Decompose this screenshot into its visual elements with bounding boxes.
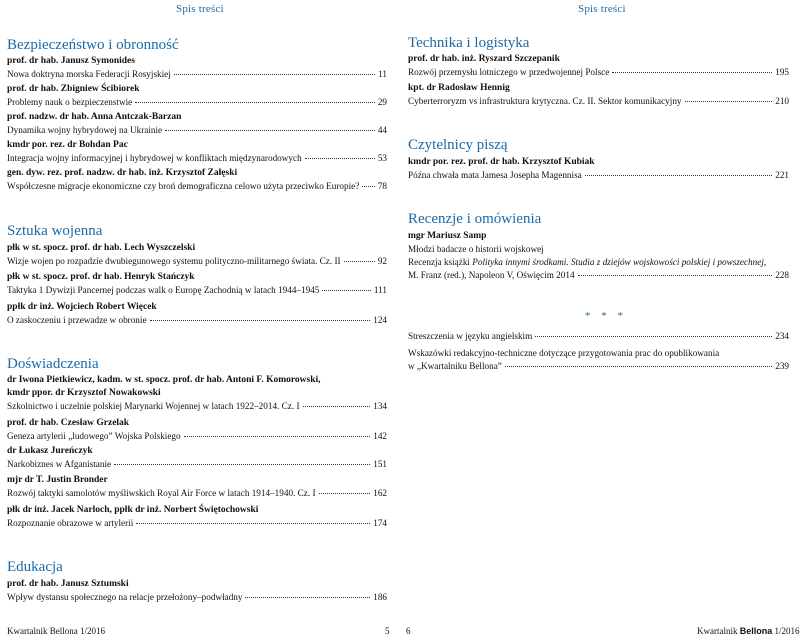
toc-entry[interactable] [7, 417, 387, 443]
entry-author: prof. nadzw. dr hab. Anna Antczak-Barzan [7, 112, 182, 122]
page-number: 6 [406, 626, 411, 636]
entry-title: Integracja wojny informacyjnej i hybrydowej w konfliktach międzynarodowych [7, 153, 302, 163]
entry-title: Późna chwała mata Jamesa Josepha Magennisa [408, 170, 582, 180]
entry-page: 186 [373, 592, 387, 602]
entry-author-second-line: kmdr ppor. dr Krzysztof Nowakowski [7, 388, 161, 398]
entry-author: kmdr por. rez. dr Bohdan Pac [7, 140, 128, 150]
entry-row [7, 487, 387, 500]
entry-page: 92 [377, 256, 387, 266]
entry-author: dr Łukasz Jureńczyk [7, 446, 93, 456]
entry-author: mgr Mariusz Samp [408, 231, 487, 241]
toc-entry[interactable] [7, 445, 387, 471]
toc-entry[interactable] [7, 111, 387, 137]
footer-suffix: 1/2016 [772, 626, 800, 636]
section-title-doswiadczenia: Doświadczenia [7, 356, 99, 372]
entry-title: Rozpoznanie obrazowe w artylerii [7, 518, 134, 528]
entry-title: Cyberterroryzm vs infrastruktura krytyczna. Cz. II. Sektor komunikacyjny [408, 96, 682, 106]
entry-author: prof. dr hab. inż. Ryszard Szczepanik [408, 54, 560, 64]
toc-entry[interactable] [408, 53, 789, 79]
footer-journal: Kwartalnik Bellona 1/2016 [7, 626, 105, 636]
entry-title: Taktyka 1 Dywizji Pancernej podczas walk o Europę Zachodnią w latach 1944–1945 [7, 285, 320, 295]
review-book-line [408, 256, 789, 269]
entry-page: 11 [378, 69, 387, 79]
entry-title: w „Kwartalniku Bellona” [408, 361, 502, 371]
toc-entry[interactable] [408, 330, 789, 343]
entry-title: M. Franz (red.), Napoleon V, Oświęcim 2014 [408, 270, 575, 280]
entry-row [7, 180, 387, 193]
entry-author: prof. dr hab. Czesław Grzelak [7, 418, 130, 428]
toc-entry[interactable] [7, 55, 387, 81]
entry-page: 221 [775, 170, 789, 180]
footer-brand: Bellona [739, 626, 773, 636]
running-head: Spis treści [176, 3, 224, 15]
entry-page: 151 [373, 459, 387, 469]
entry-row [408, 169, 789, 182]
footer-journal [697, 626, 800, 636]
entry-page: 78 [377, 181, 387, 191]
entry-row [7, 458, 387, 471]
section-title-bezpieczenstwo: Bezpieczeństwo i obronność [7, 37, 179, 53]
entry-title: Szkolnictwo i uczelnie polskiej Marynarki Wojennej w latach 1922–2014. Cz. I [7, 401, 300, 411]
right-page [402, 0, 800, 639]
entry-page: 111 [373, 285, 387, 295]
entry-author: mjr dr T. Justin Bronder [7, 475, 108, 485]
review-prefix: Recenzja książki [408, 257, 473, 267]
running-head: Spis treści [578, 3, 626, 15]
entry-row [7, 430, 387, 443]
section-title-sztuka: Sztuka wojenna [7, 223, 103, 239]
left-page [0, 0, 398, 639]
section-title-recenzje: Recenzje i omówienia [408, 211, 542, 227]
entry-author: ppłk dr inż. Wojciech Robert Więcek [7, 302, 157, 312]
toc-entry-review[interactable] [408, 230, 789, 282]
toc-entry[interactable] [408, 156, 789, 182]
toc-entry[interactable] [7, 374, 387, 413]
entry-page: 239 [775, 361, 789, 371]
entry-page: 195 [775, 67, 789, 77]
toc-entry[interactable] [7, 301, 387, 327]
section-separator-stars: * * * [585, 310, 627, 322]
review-heading: Młodzi badacze o historii wojskowej [408, 244, 544, 254]
entry-author: dr Iwona Pietkiewicz, kadm. w st. spocz. prof. dr hab. Antoni F. Komorowski, [7, 375, 321, 385]
entry-title: Streszczenia w języku angielskim [408, 331, 533, 341]
toc-entry[interactable] [7, 242, 387, 268]
entry-row [7, 400, 387, 413]
entry-title: Wizje wojen po rozpadzie dwubiegunowego systemu polityczno-militarnego świata. Cz. II [7, 256, 341, 266]
entry-row [7, 517, 387, 530]
toc-entry[interactable] [408, 347, 789, 373]
entry-page: 228 [775, 270, 789, 280]
entry-title: Dynamika wojny hybrydowej na Ukrainie [7, 125, 163, 135]
entry-row [7, 124, 387, 137]
toc-entry[interactable] [7, 271, 387, 297]
entry-page: 44 [377, 125, 387, 135]
page-number: 5 [385, 626, 390, 636]
entry-row [7, 284, 387, 297]
section-title-edukacja: Edukacja [7, 559, 63, 575]
entry-author: płk w st. spocz. prof. dr hab. Henryk Stańczyk [7, 272, 195, 282]
entry-row [408, 66, 789, 79]
entry-row [7, 255, 387, 268]
entry-title: Problemy nauk o bezpieczenstwie [7, 97, 133, 107]
entry-title: O zaskoczeniu i przewadze w obronie [7, 315, 147, 325]
entry-title: Wpływ dystansu społecznego na relacje przełożony–podwładny [7, 592, 243, 602]
toc-entry[interactable] [408, 82, 789, 108]
entry-title: Współczesne migracje ekonomiczne czy broń demograficzna celowo użyta przeciwko Europie? [7, 181, 360, 191]
toc-entry[interactable] [7, 139, 387, 165]
entry-author: kmdr por. rez. prof. dr hab. Krzysztof Kubiak [408, 157, 595, 167]
entry-author: prof. dr hab. Zbigniew Ścibiorek [7, 84, 140, 94]
review-book-title: Polityka innymi środkami. Studia z dziejów wojskowości polskiej i powszechnej [472, 257, 764, 267]
toc-entry[interactable] [7, 504, 387, 530]
review-suffix: , [763, 257, 767, 267]
entry-title: Narkobiznes w Afganistanie [7, 459, 112, 469]
entry-page: 124 [373, 315, 387, 325]
entry-page: 210 [775, 96, 789, 106]
entry-page: 174 [373, 518, 387, 528]
section-title-technika: Technika i logistyka [408, 35, 530, 51]
entry-row [7, 152, 387, 165]
entry-page: 53 [377, 153, 387, 163]
entry-author: płk w st. spocz. prof. dr hab. Lech Wyszczelski [7, 243, 196, 253]
entry-page: 142 [373, 431, 387, 441]
entry-author: prof. dr hab. Janusz Symonides [7, 56, 135, 66]
entry-page: 29 [377, 97, 387, 107]
toc-entry[interactable] [7, 578, 387, 604]
toc-entry[interactable] [7, 474, 387, 500]
entry-title: Geneza artylerii „ludowego” Wojska Polskiego [7, 431, 181, 441]
entry-title-line1: Wskazówki redakcyjno-techniczne dotyczące przygotowania prac do opublikowania [408, 348, 720, 358]
entry-page: 162 [373, 488, 387, 498]
entry-title: Rozwój przemysłu lotniczego w przedwojennej Polsce [408, 67, 610, 77]
entry-row [408, 330, 789, 343]
entry-row [7, 96, 387, 109]
entry-row [7, 314, 387, 327]
entry-row [7, 68, 387, 81]
section-title-czytelnicy: Czytelnicy piszą [408, 137, 508, 153]
entry-author: płk dr inż. Jacek Narloch, ppłk dr inż. Norbert Świętochowski [7, 505, 259, 515]
entry-author: prof. dr hab. Janusz Sztumski [7, 579, 129, 589]
entry-row [408, 360, 789, 373]
entry-author: kpt. dr Radosław Hennig [408, 83, 510, 93]
entry-title: Nowa doktryna morska Federacji Rosyjskiej [7, 69, 171, 79]
entry-row [408, 95, 789, 108]
entry-row [408, 269, 789, 282]
toc-entry[interactable] [7, 167, 387, 193]
toc-entry[interactable] [7, 83, 387, 109]
entry-title: Rozwój taktyki samolotów myśliwskich Royal Air Force w latach 1914–1940. Cz. I [7, 488, 316, 498]
entry-page: 134 [373, 401, 387, 411]
entry-author: gen. dyw. rez. prof. nadzw. dr hab. inż. Krzysztof Załęski [7, 168, 238, 178]
entry-page: 234 [775, 331, 789, 341]
footer-prefix: Kwartalnik [697, 626, 740, 636]
entry-row [7, 591, 387, 604]
